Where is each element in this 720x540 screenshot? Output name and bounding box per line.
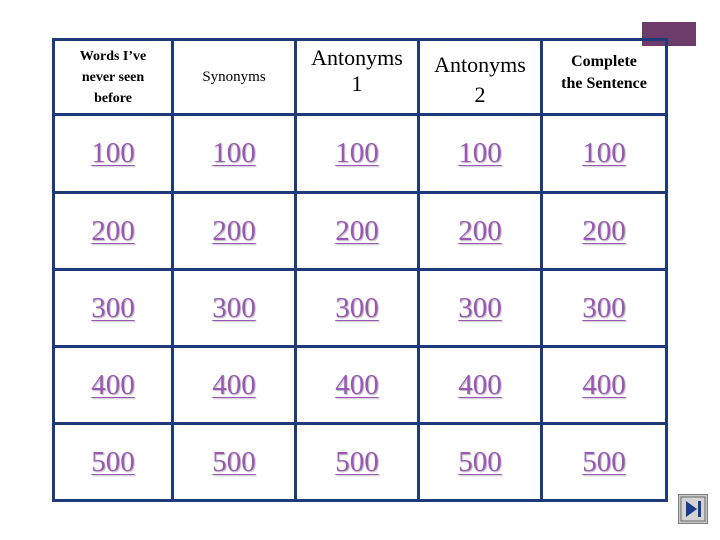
category-line: Antonyms (311, 45, 403, 70)
board-cell (543, 348, 668, 425)
category-line: Antonyms (434, 52, 526, 77)
category-line: Words I’ve (79, 48, 147, 64)
value-link-cat1-200[interactable]: 200 (91, 214, 135, 247)
board-cell (52, 271, 174, 348)
end-show-icon (679, 495, 707, 523)
category-line: before (94, 90, 132, 106)
value-link-cat5-200[interactable]: 200 (582, 214, 626, 247)
category-line: never seen (81, 69, 145, 85)
value-link-cat1-400[interactable]: 400 (91, 368, 135, 401)
board-cell (297, 271, 420, 348)
value-link-cat2-200[interactable]: 200 (212, 214, 256, 247)
value-link-cat5-300[interactable]: 300 (582, 291, 626, 324)
board-cell (420, 348, 543, 425)
value-link-cat3-300[interactable]: 300 (335, 291, 379, 324)
category-line: 2 (474, 82, 486, 107)
value-link-cat5-400[interactable]: 400 (582, 368, 626, 401)
board-cell (543, 425, 668, 502)
board-cell (420, 194, 543, 271)
category-words-never-seen (52, 38, 174, 116)
category-line: the Sentence (561, 75, 647, 92)
value-link-cat2-400[interactable]: 400 (212, 368, 256, 401)
board-cell (543, 194, 668, 271)
board-cell (420, 425, 543, 502)
board-cell (52, 348, 174, 425)
category-complete-the-sentence (543, 38, 668, 116)
board-cell (297, 194, 420, 271)
value-link-cat5-500[interactable]: 500 (582, 445, 626, 478)
board-cell (543, 116, 668, 194)
value-link-cat5-100[interactable]: 100 (582, 137, 626, 169)
board-cell (420, 116, 543, 194)
value-link-cat4-200[interactable]: 200 (458, 214, 502, 247)
board-cell (174, 116, 297, 194)
value-link-cat2-100[interactable]: 100 (212, 137, 256, 169)
board-cell (52, 194, 174, 271)
value-link-cat1-300[interactable]: 300 (91, 291, 135, 324)
category-synonyms (174, 38, 297, 116)
value-link-cat3-100[interactable]: 100 (335, 137, 379, 169)
value-link-cat2-500[interactable]: 500 (212, 445, 256, 478)
value-link-cat4-500[interactable]: 500 (458, 445, 502, 478)
category-antonyms-2 (420, 38, 543, 116)
board-cell (297, 425, 420, 502)
end-show-button[interactable] (678, 494, 708, 524)
value-link-cat4-300[interactable]: 300 (458, 291, 502, 324)
category-line: Synonyms (202, 68, 266, 85)
board-cell (543, 271, 668, 348)
category-line: Complete (571, 53, 637, 70)
board-cell (174, 194, 297, 271)
board-cell (174, 348, 297, 425)
value-link-cat3-200[interactable]: 200 (335, 214, 379, 247)
board-cell (52, 116, 174, 194)
board-cell (297, 348, 420, 425)
board-cell (420, 271, 543, 348)
value-link-cat1-500[interactable]: 500 (91, 445, 135, 478)
value-link-cat2-300[interactable]: 300 (212, 291, 256, 324)
board-cell (297, 116, 420, 194)
category-antonyms-1 (297, 38, 420, 116)
value-link-cat3-400[interactable]: 400 (335, 368, 379, 401)
board-cell (52, 425, 174, 502)
board-cell (174, 425, 297, 502)
value-link-cat4-100[interactable]: 100 (458, 137, 502, 169)
board-cell (174, 271, 297, 348)
value-link-cat1-100[interactable]: 100 (91, 137, 135, 169)
jeopardy-board (52, 38, 668, 502)
value-link-cat3-500[interactable]: 500 (335, 445, 379, 478)
category-line: 1 (351, 71, 363, 96)
value-link-cat4-400[interactable]: 400 (458, 368, 502, 401)
